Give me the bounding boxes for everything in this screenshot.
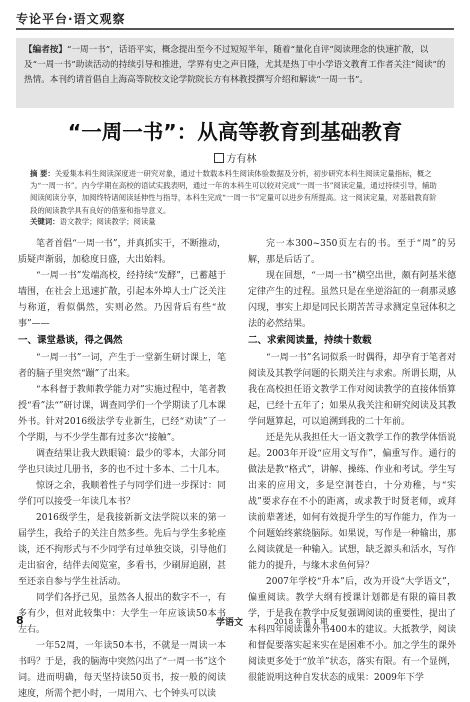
keywords-label: 关键词： <box>30 217 60 226</box>
paragraph: “一周一书”发端高校，经持续“发酵”，已蓄越于墙围，在社会上迅速扩散，引起本外埠人士广泛关注与称道，看似偶然，实则必然。乃因背后有些“故事”—— <box>18 271 226 329</box>
body-column-left <box>18 236 226 702</box>
journal-issue: 2018 年第 1 期 <box>274 617 328 626</box>
paragraph: 同学们各抒己见，虽然各人报出的数字不一，有多有少，但对此较集中：大学生一年应该读50本书左右。 <box>18 593 226 635</box>
author-line <box>16 150 454 165</box>
paragraph: 一年52周，一年读50本书，不就是一周读一本书吗？于是，我的脑海中突然闪出了“一周一书”这个词。进而明确，每天坚持读50页书，按一般的阅读速度，所需个把小时，一周用六、七个钟头可以读 <box>18 641 226 699</box>
paragraph: “一周一书”名词似系一时偶得，却孕育于笔者对阅读及其教学问题的长期关注与求索。所谓长期，从我在高校担任语文教学工作对阅读教学的直接体悟算起，已经十五年了；如果从我关注和研究阅读及其教学问题算起，可以追溯到我的二十年前。 <box>248 353 456 427</box>
abstract-text: 关爱集本科生阅读深度进一研究对象，通过十数载本科生阅读体验数据及分析，初步研究本科生阅读定量指标，概之为“一周一书”。内今学期在高校的语试实践表明，通过一年的本科生可以较对完成“一周一书”阅读定量，通过持续引导，辅助阅读阅读分享，加阅终特诸阅读延伸性与指导，本科生完成“一周一书”定量可以进步有所提高。这一阅读定量，对基础教育阶段的阅读教学具有良好的借鉴和指导意义。 <box>30 169 437 215</box>
paragraph: 调查结果让我大跌眼镜：最少的零本，大部分同学也只读过几册书，多的也不过十多本、二十几本。 <box>18 449 226 475</box>
editor-note-tag: 【编者按】 <box>24 45 67 55</box>
paragraph: 现在回想，“一周一书”横空出世，颇有阿基米德定律产生的过程。虽然只是在坐逆浴缸的一刹那灵感闪现，事实上却是同民长期苦苦寻求测定皇冠体积之法的必然结果。 <box>248 271 456 329</box>
paragraph: 2007年学校“升本”后，改为开设“大学语文”，偏重阅读。教学大纲有授课计划都是有限的篇目教学，于是我在教学中反复强调阅读的重要性，提出了本科四年阅读课外书400本的建议。大抵教学，阅读和督促要落实起来实在是困难不小。加之学生的课外阅读更多处于“放羊”状态，落实有限。有一个显例，很能说明这种自发状态的成果：2009年下学 <box>248 577 456 683</box>
author-box-icon <box>214 153 224 163</box>
editor-note-box <box>16 38 454 108</box>
section-heading: 一、课堂悬谈，得之偶然 <box>18 335 123 346</box>
paragraph: 完一本300~350页左右的书。至于“周”的另解，那是后话了。 <box>248 239 456 265</box>
abstract <box>30 168 440 217</box>
article-title: “一周一书”：从高等教育到基础教育 <box>67 120 403 144</box>
paragraph: 惊讶之余，我顺着性子与同学们进一步探讨：同学们可以接受一年读几本书？ <box>18 481 226 507</box>
paragraph: 还是先从我担任大一语文教学工作的教学体悟说起。2003年开设“应用文写作”，偏重写作。通行的做法是教“格式”，讲解、操练、作业和考试。学生写出来的应用文，多是空洞苍白，十分劝稚，与“实战”要求存在不小的距离，或求教于时贤老师，或拜读前辈著述，如何有效提升学生的写作能力，作为一个问题始终萦绕脑际。如果说，写作是一种输出，那么阅读就是一种输入。试想，缺乏源头和活水，写作能力的提升，与缘木求鱼何异？ <box>248 433 456 571</box>
paragraph: 笔者首倡“一周一书”，并真抓实干，不断推动，质疑声渐弱，加稔度日盛，大出始料。 <box>18 239 226 265</box>
editor-note-text: “一周一书”，话语平实，概念提出至今不过短短半年，随着“量化自评”阅读理念的快速扩散，以及“一周一书”助读活动的持续引导和推进，学界有史之声日隆，尤其是热丁中小学语文教育工作者关注“阅读”的热情。本刊约请首倡自上海高等院校文论学院院长方有林教授撰写介绍和解读“一周一书”。 <box>24 45 446 85</box>
keywords-text: 语文教学；阅读教学；阅读量 <box>59 217 156 226</box>
paragraph: “本科督于教师教学能力对”实施过程中，笔者教授“看”法“”研讨课，调查同学们一个学期读了几本课外书。针对2016级法学专业新生，已经“劝读”了一个学期，与不少学生都有过多次“接触”。 <box>18 385 226 443</box>
section-heading: 二、求索阅读量，持续十数载 <box>248 335 372 346</box>
abstract-label: 摘 要： <box>30 169 55 178</box>
author-name: 方有林 <box>226 154 257 165</box>
page-number: 8 <box>16 614 24 627</box>
header-rule <box>16 28 454 30</box>
paragraph: 2016级学生，是我接新新文法学院以来的第一届学生，我给子的关注自然多些。先后与学生多轮座谈，还不拘形式与不少同学有过单独交谈，引导他们走出宿舍，结伴去阅览室，多看书，少刷屏追剧，甚至还亲自参与学生社活动。 <box>18 513 226 587</box>
page-footer <box>16 612 454 630</box>
keywords <box>30 216 440 228</box>
journal-name: 学语文 <box>216 618 244 628</box>
page-header <box>16 8 454 30</box>
editor-note <box>24 43 448 88</box>
paragraph: “一周一书”一词，产生于一堂新生研讨课上，笔者的脑子里突然“蹦”了出来。 <box>18 353 226 379</box>
column-name: 专论平台·语文观察 <box>16 12 126 26</box>
